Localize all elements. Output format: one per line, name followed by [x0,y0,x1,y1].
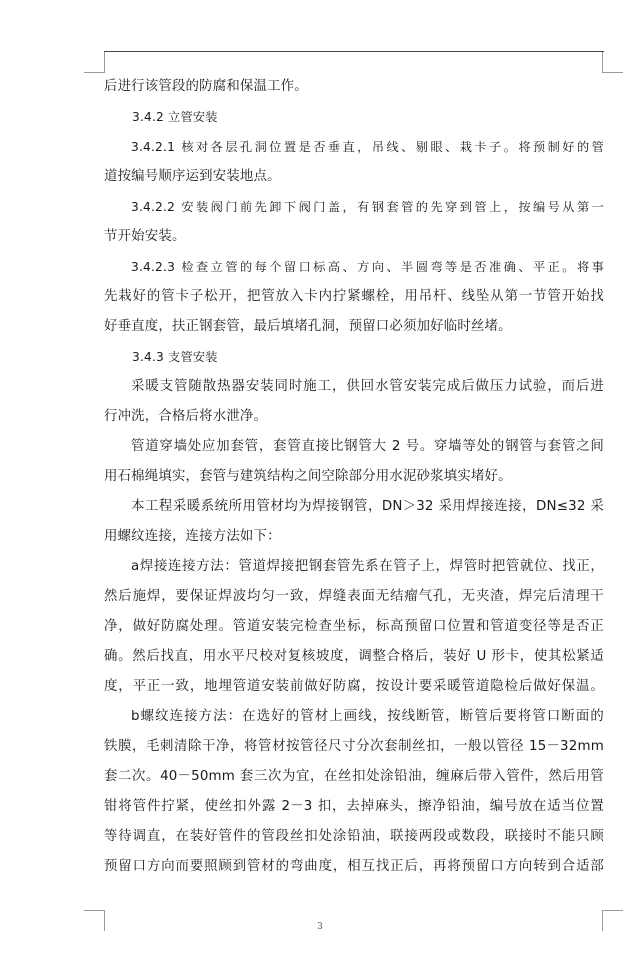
text-line: 等待调直，在装好管件的管段丝扣处涂铅油，联接两段或数段，联接时不能只顾 [104,829,604,844]
text-line: 3.4.2.1 核对各层孔洞位置是否垂直，吊线、剔眼、栽卡子。将预制好的管 [131,140,604,154]
text-line: 采暖支管随散热器安装同时施工，供回水管安装完成后做压力试验，而后进 [131,379,604,394]
text-line: 3.4.2.3 检查立管的每个留口标高、方向、半圆弯等是否准确、平正。将事 [131,260,604,274]
text-line: 确。然后找直，用水平尺校对复核坡度，调整合格后，装好 U 形卡，使其松紧适 [104,649,604,664]
text-line: b螺纹连接方法：在选好的管材上画线，按线断管，断管后要将管口断面的 [131,709,604,724]
text-line: 行冲洗，合格后将水泄净。 [104,409,268,424]
text-line: 铁膜，毛刺清除干净，将管材按管径尺寸分次套制丝扣，一般以管径 15－32mm [104,739,604,754]
page-number: 3 [317,922,323,932]
text-line: 用石棉绳填实，套管与建筑结构之间空除部分用水泥砂浆填实堵好。 [104,469,512,484]
text-line: 后进行该管段的防腐和保温工作。 [104,79,308,94]
text-line: 净，做好防腐处理。管道安装完检查坐标，标高预留口位置和管道变径等是否正 [104,619,604,634]
text-line: 度，平正一致，地埋管道安装前做好防腐，按设计要采暖管道隐检后做好保温。 [104,679,604,694]
text-line: 道按编号顺序运到安装地点。 [104,169,281,184]
section-heading: 3.4.3 支管安装 [132,350,218,364]
text-line: a焊接连接方法：管道焊接把钢套管先系在管子上，焊管时把管就位、找正， [131,559,604,574]
text-line: 管道穿墙处应加套管，套管直接比钢管大 2 号。穿墙等处的钢管与套管之间 [131,439,604,454]
crop-mark-top-right [602,52,623,73]
text-line: 然后施焊，要保证焊波均匀一致，焊缝表面无结瘤气孔，无夹渣，焊完后清理干 [104,589,604,604]
text-line: 预留口方向而要照顾到管材的弯曲度，相互找正后，再将预留口方向转到合适部 [104,859,604,874]
text-line: 钳将管件拧紧，使丝扣外露 2－3 扣，去掉麻头，擦净铅油，编号放在适当位置 [104,799,604,814]
text-line: 套二次。40－50mm 套三次为宜，在丝扣处涂铅油，缠麻后带入管件，然后用管 [104,769,604,784]
text-line: 用螺纹连接，连接方法如下： [104,529,281,544]
header-rule [104,51,604,52]
text-line: 好垂直度，扶正钢套管，最后填堵孔洞，预留口必须加好临时丝堵。 [104,319,512,334]
text-line: 本工程采暖系统所用管材均为焊接钢管，DN＞32 采用焊接连接，DN≤32 采 [131,499,604,514]
text-line: 先栽好的管卡子松开，把管放入卡内拧紧螺栓，用吊杆、线坠从第一节管开始找 [104,289,604,304]
crop-mark-top-left [84,52,105,73]
section-heading: 3.4.2 立管安装 [132,110,218,124]
text-line: 3.4.2.2 安装阀门前先卸下阀门盖，有钢套管的先穿到管上，按编号从第一 [131,200,604,214]
text-line: 节开始安装。 [104,229,186,244]
